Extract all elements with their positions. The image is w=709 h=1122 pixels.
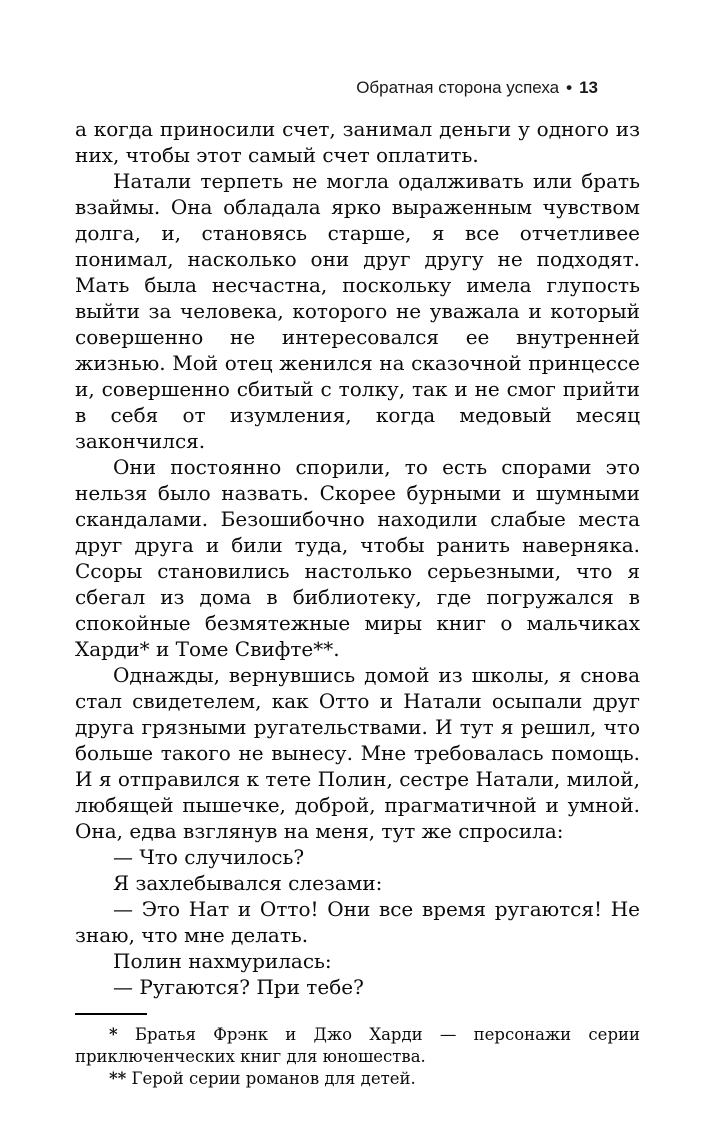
paragraph: а когда приносили счет, занимал деньги у одного из них, чтобы этот самый счет оплатить. <box>75 117 640 167</box>
footnote-text: Братья Фрэнк и Джо Харди — персонажи серии приключенческих книг для юношества. <box>75 1025 640 1066</box>
footnote-marker: * <box>109 1025 118 1044</box>
body-text <box>75 116 640 1000</box>
header-separator-dot: • <box>566 78 573 97</box>
running-header <box>75 78 640 98</box>
dialogue-line: — Это Нат и Отто! Они все время ругаются! Не знаю, что мне делать. <box>75 897 640 947</box>
page-number: 13 <box>579 78 598 97</box>
dialogue-line: — Ругаются? При тебе? <box>113 975 364 999</box>
paragraph: Однажды, вернувшись домой из школы, я снова стал свидетелем, как Отто и Натали осыпали друг друга грязными ругательствами. И тут я решил, что больше такого не вынесу. Мне требовалась помощь. И я отправился к тете Полин, сестре Натали, милой, любящей пышечке, доброй, прагматичной и умной. Она, едва взглянув на меня, тут же спросила: <box>75 663 640 843</box>
footnote-text: Герой серии романов для детей. <box>131 1068 416 1088</box>
paragraph: Натали терпеть не могла одалживать или брать взаймы. Она обладала ярко выраженным чувством долга, и, становясь старше, я все отчетливее понимал, насколько они друг другу не подходят. Мать была несчастна, поскольку имела глупость выйти за человека, которого не уважала и который совершенно не интересовался ее внутренней жизнью. Мой отец женился на сказочной принцессе и, совершенно сбитый с толку, так и не смог прийти в себя от изумления, когда медовый месяц закончился. <box>75 169 640 453</box>
footnote-separator-rule <box>75 1013 147 1015</box>
paragraph: Полин нахмурилась: <box>113 949 332 973</box>
paragraph: Они постоянно спорили, то есть спорами это нельзя было назвать. Скорее бурными и шумными скандалами. Безошибочно находили слабые места друг друга и били туда, чтобы ранить наверняка. Ссоры становились настолько серьезными, что я сбегал из дома в библиотеку, где погружался в спокойные безмятежные миры книг о мальчиках Харди* и Томе Свифте**. <box>75 455 640 661</box>
dialogue-line: — Что случилось? <box>113 845 305 869</box>
running-title: Обратная сторона успеха <box>356 78 560 97</box>
footnote <box>75 1024 640 1068</box>
footnotes-section <box>75 1013 640 1089</box>
footnote-marker: ** <box>109 1068 127 1088</box>
paragraph: Я захлебывался слезами: <box>113 871 383 895</box>
footnote <box>75 1068 640 1090</box>
